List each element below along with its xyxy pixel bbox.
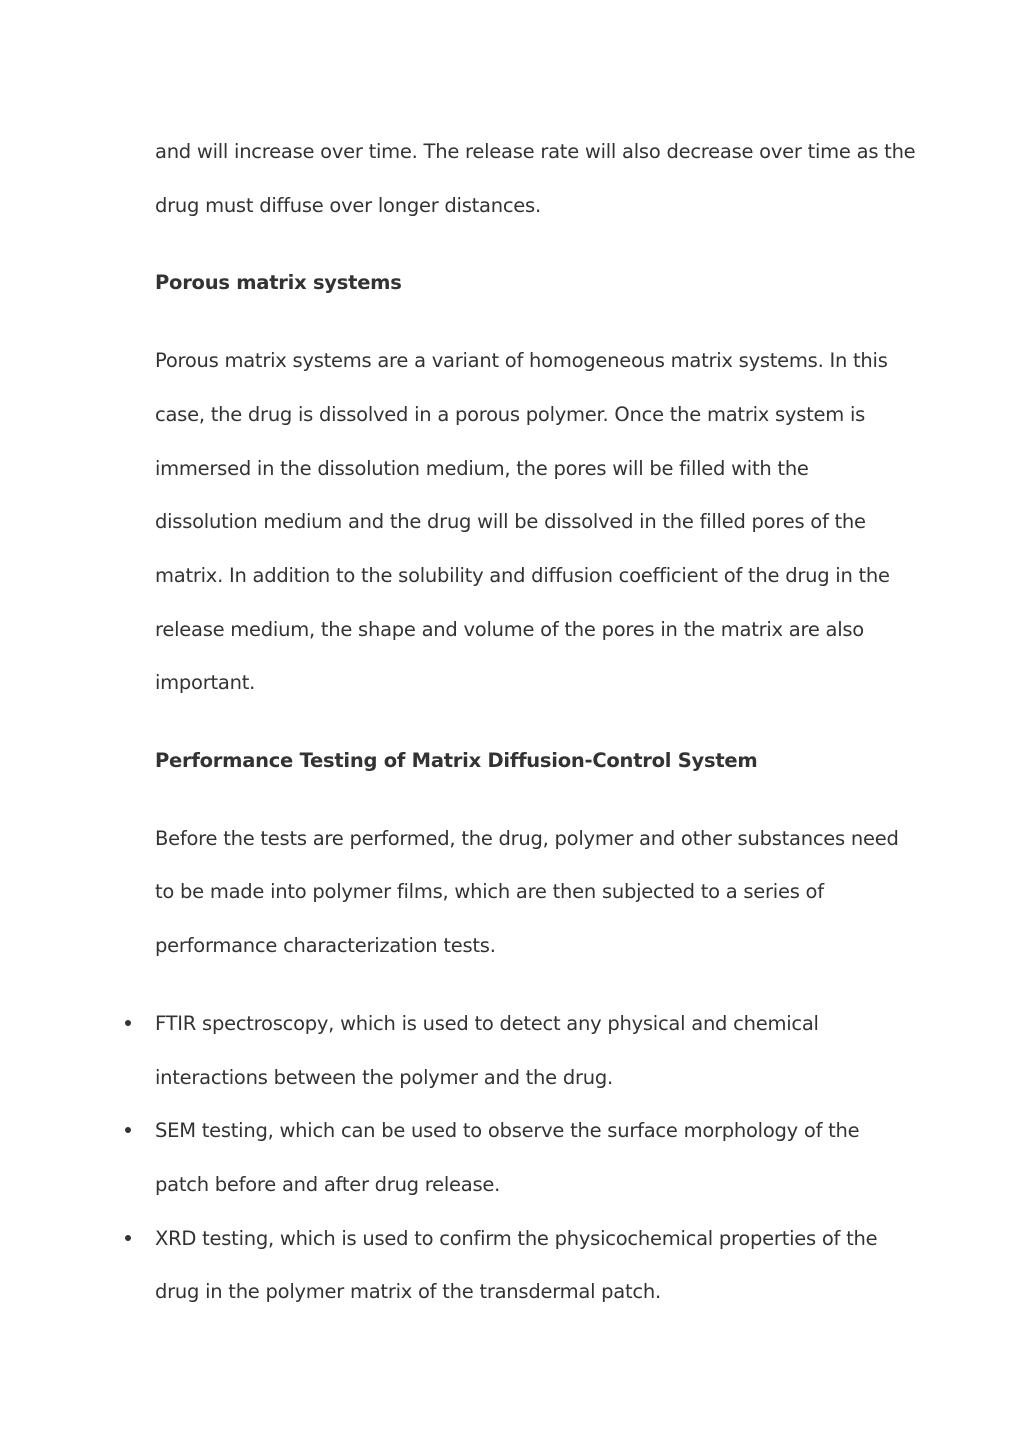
spacer — [155, 710, 875, 734]
text-line: Porous matrix systems are a variant of homogeneous matrix systems. In this — [155, 349, 888, 373]
list-item — [155, 997, 875, 1104]
text-line: drug in the polymer matrix of the transdermal patch. — [155, 1280, 661, 1304]
spacer — [155, 973, 875, 997]
text-line: to be made into polymer films, which are then subjected to a series of — [155, 880, 824, 904]
test-list — [155, 997, 878, 1319]
text-line: XRD testing, which is used to confirm the physicochemical properties of the — [155, 1226, 878, 1250]
porous-matrix-paragraph — [155, 334, 890, 710]
text-line: SEM testing, which can be used to observe the surface morphology of the — [155, 1119, 860, 1143]
list-item — [155, 1104, 875, 1211]
text-line: dissolution medium and the drug will be dissolved in the filled pores of the — [155, 510, 866, 534]
text-line: and will increase over time. The release rate will also decrease over time as the — [155, 140, 916, 163]
bullet-icon — [125, 1235, 131, 1241]
section-heading-porous-matrix: Porous matrix systems — [155, 271, 402, 295]
text-line: patch before and after drug release. — [155, 1172, 501, 1196]
text-line: performance characterization tests. — [155, 934, 496, 958]
text-line: case, the drug is dissolved in a porous polymer. Once the matrix system is — [155, 402, 866, 426]
spacer — [155, 232, 875, 256]
list-item — [155, 1212, 878, 1319]
text-line: immersed in the dissolution medium, the pores will be filled with the — [155, 456, 809, 480]
document-page — [155, 125, 916, 1319]
text-line: release medium, the shape and volume of the pores in the matrix are also — [155, 617, 864, 641]
text-line: interactions between the polymer and the drug. — [155, 1065, 613, 1089]
bullet-icon — [125, 1020, 131, 1026]
intro-paragraph — [155, 125, 916, 232]
text-line: drug must diffuse over longer distances. — [155, 193, 541, 217]
section-heading-performance-testing: Performance Testing of Matrix Diffusion-Control System — [155, 749, 758, 773]
performance-testing-paragraph — [155, 812, 899, 973]
text-line: Before the tests are performed, the drug, polymer and other substances need — [155, 826, 899, 850]
spacer — [155, 310, 875, 334]
bullet-icon — [125, 1127, 131, 1133]
spacer — [155, 788, 875, 812]
text-line: important. — [155, 671, 256, 695]
text-line: FTIR spectroscopy, which is used to detect any physical and chemical — [155, 1011, 819, 1035]
text-line: matrix. In addition to the solubility and diffusion coefficient of the drug in the — [155, 563, 890, 587]
